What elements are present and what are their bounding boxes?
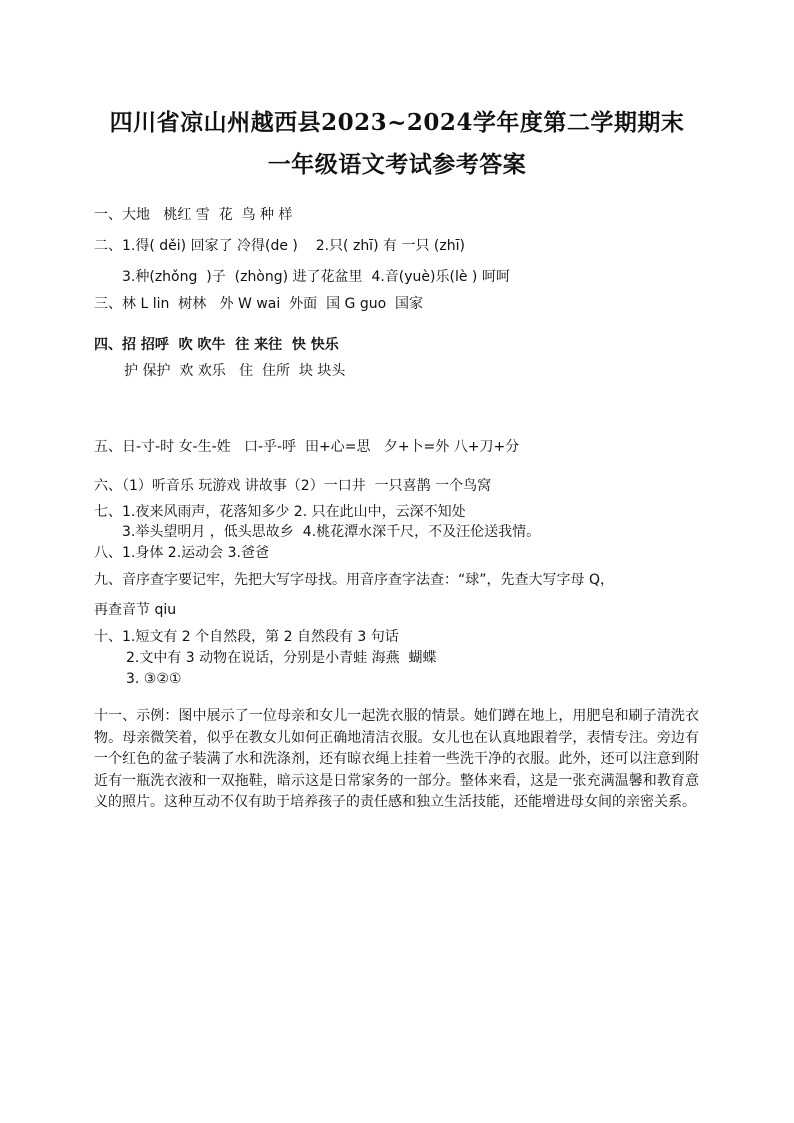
answer-section-5: 五、日-寸-时 女-生-姓 口-乎-呼 田+心=思 夕+卜=外 八+刀+分 (94, 439, 520, 455)
answer-section-2-line-1: 二、1.得( děi) 回家了 冷得(de ) 2.只( zhī) 有 一只 (zhī) (94, 238, 465, 254)
answer-section-9-line-1: 九、音序查字要记牢，先把大写字母找。用音序查字法查：“球”，先查大写字母 Q， (94, 572, 614, 588)
answer-section-4-line-2: 护 保护 欢 欢乐 住 住所 块 块头 (124, 363, 346, 379)
document-subtitle: 一年级语文考试参考答案 (267, 151, 527, 178)
answer-section-8: 八、1.身体 2.运动会 3.爸爸 (94, 545, 269, 561)
answer-section-4-line-1: 四、招 招呼 吹 吹牛 往 来往 快 快乐 (94, 337, 339, 353)
answer-section-9-line-2: 再查音节 qiu (94, 602, 177, 618)
answer-section-1: 一、大地 桃红 雪 花 鸟 种 样 (94, 207, 293, 223)
answer-section-7-line-2: 3.举头望明月 ，低头思故乡 4.桃花潭水深千尺，不及汪伦送我情。 (122, 524, 541, 540)
answer-section-10-line-2: 2.文中有 3 动物在说话，分别是小青蛙 海燕 蝴蝶 (126, 650, 437, 666)
answer-section-3: 三、林 L lin 树林 外 W wai 外面 国 G guo 国家 (94, 296, 424, 312)
answer-section-6: 六、（1）听音乐 玩游戏 讲故事（2）一口井 一只喜鹊 一个鸟窝 (94, 478, 492, 494)
answer-section-10-line-1: 十、1.短文有 2 个自然段，第 2 自然段有 3 句话 (94, 629, 399, 645)
document-title: 四川省凉山州越西县2023~2024学年度第二学期期末 (109, 109, 685, 136)
answer-section-11-paragraph: 十一、示例：图中展示了一位母亲和女儿一起洗衣服的情景。她们蹲在地上，用肥皂和刷子清洗衣物。母亲微笑着，似乎在教女儿如何正确地清洁衣服。女儿也在认真地跟着学，表情专注。旁边有一个红色的盆子装满了水和洗涤剂，还有晾衣绳上挂着一些洗干净的衣服。此外，还可以注意到附近有一瓶洗衣液和一双拖鞋，暗示这是日常家务的一部分。整体来看，这是一张充满温馨和教育意义的照片。这种互动不仅有助于培养孩子的责任感和独立生活技能，还能增进母女间的亲密关系。 (94, 708, 699, 810)
answer-section-2-line-2: 3.种(zhǒng )子 (zhòng) 进了花盆里 4.音(yuè)乐(lè ) 呵呵 (122, 269, 510, 285)
answer-section-10-line-3: 3. ③②① (126, 671, 182, 687)
answer-section-7-line-1: 七、1.夜来风雨声，花落知多少 2. 只在此山中，云深不知处 (94, 504, 466, 520)
